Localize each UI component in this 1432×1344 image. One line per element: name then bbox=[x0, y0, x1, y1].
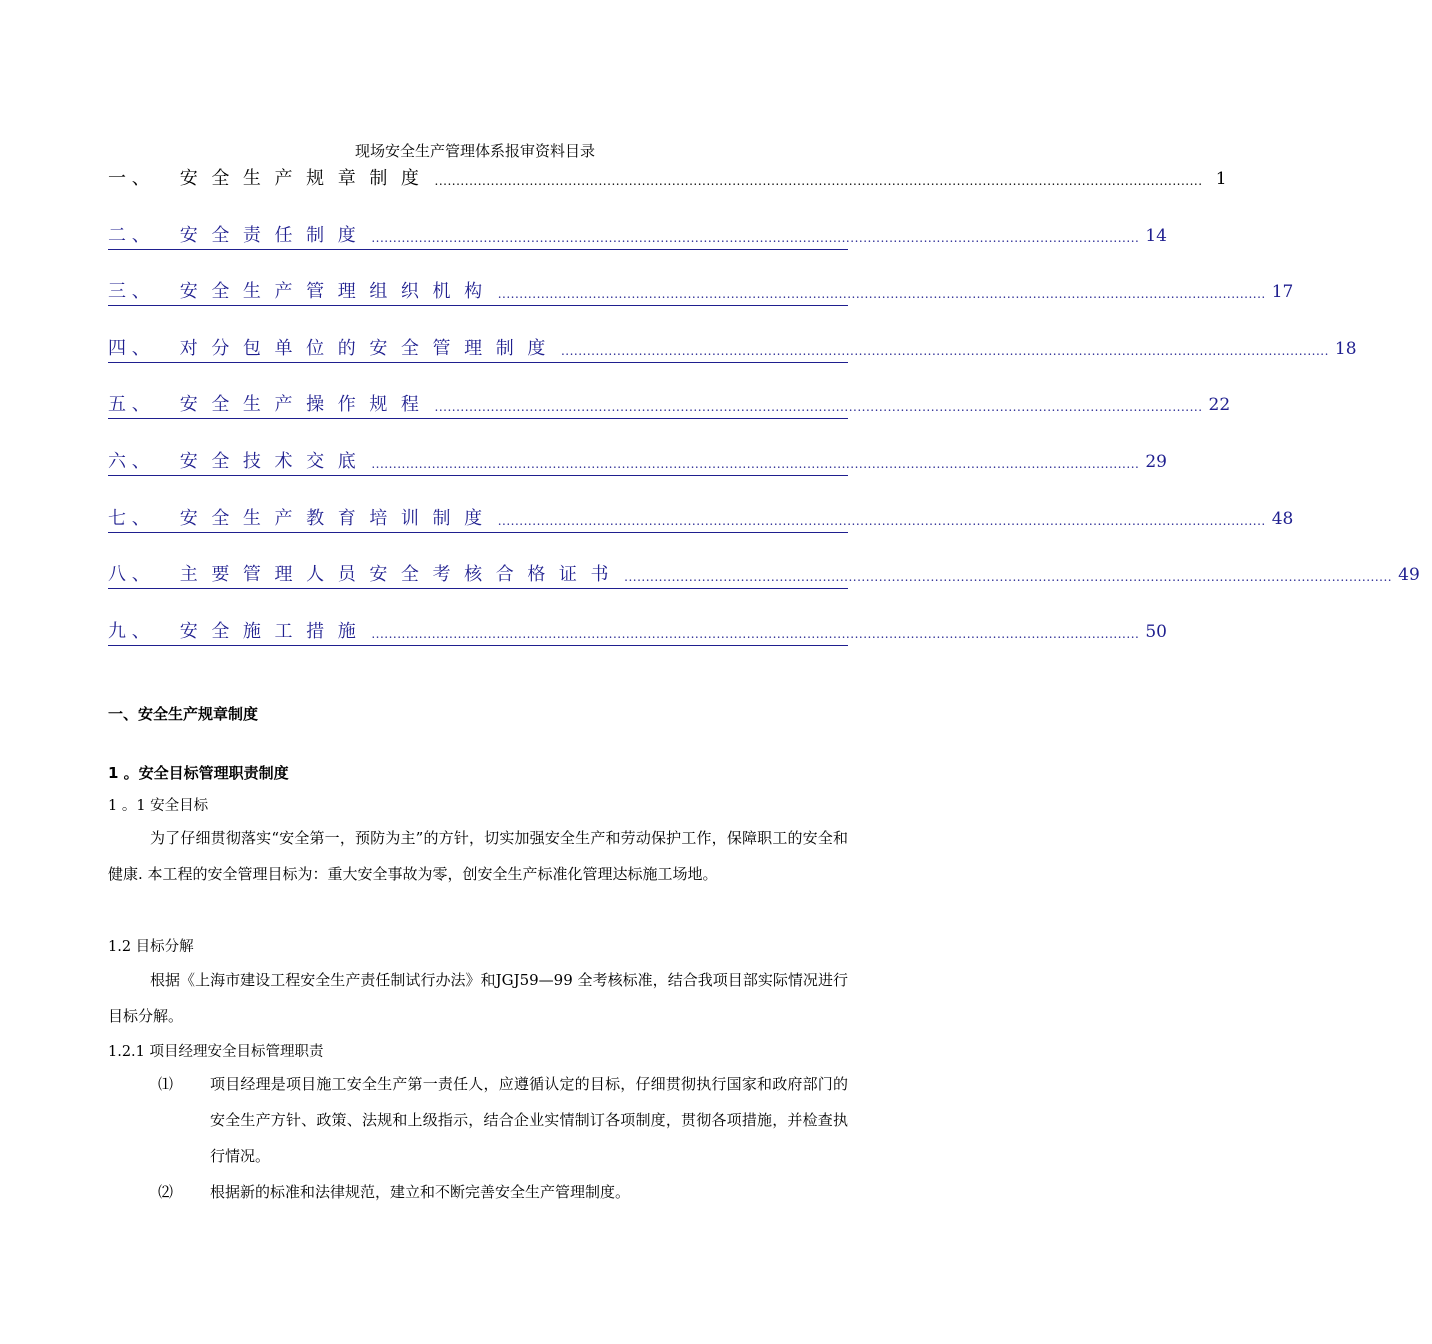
subsection-title: 1 。1 安全目标 bbox=[108, 798, 209, 814]
toc-entry-page: 29 bbox=[1145, 451, 1167, 472]
toc-entry-number: 九 、 bbox=[108, 620, 150, 642]
toc-entry-number: 六 、 bbox=[108, 450, 150, 472]
toc-entry[interactable] bbox=[108, 556, 1420, 613]
toc-entry[interactable] bbox=[108, 443, 1167, 500]
document-title: 现场安全生产管理体系报审资料目录 bbox=[354, 142, 595, 160]
toc-entry-page: 49 bbox=[1398, 565, 1420, 586]
subsection-1-2-1 bbox=[108, 1040, 848, 1064]
toc-entry[interactable] bbox=[108, 330, 1357, 387]
toc-entry-number: 八 、 bbox=[108, 564, 150, 586]
toc-entry-label: 安全生产教育培训制度 bbox=[179, 507, 496, 529]
paragraph-text: 根据《上海市建设工程安全生产责任制试行办法》和JGJ59—99 全考核标准，结合我项目部实际情况进行目标分解。 bbox=[108, 971, 848, 1025]
toc-entry-label: 对分包单位的安全管理制度 bbox=[179, 337, 559, 359]
toc-entry[interactable] bbox=[108, 386, 1231, 443]
toc-entry-label: 安全施工措施 bbox=[179, 620, 370, 642]
toc-entry-page: 1 bbox=[1215, 169, 1227, 189]
toc-leader-dots: .................................................................................................................................................................................. bbox=[497, 513, 1266, 528]
paragraph-2 bbox=[108, 962, 848, 1034]
toc-entry-label: 安全生产操作规程 bbox=[179, 394, 433, 416]
list-item-text: 根据新的标准和法律规范，建立和不断完善安全生产管理制度。 bbox=[210, 1183, 631, 1201]
toc-entry-label: 安全技术交底 bbox=[179, 450, 370, 472]
toc-entry-label: 安全责任制度 bbox=[179, 224, 370, 246]
toc-entry[interactable] bbox=[108, 217, 1167, 274]
toc-entry[interactable] bbox=[108, 500, 1294, 557]
subsection-title: 1.2 目标分解 bbox=[108, 939, 194, 955]
toc-entry[interactable] bbox=[108, 273, 1294, 330]
subsection-title: 1.2.1 项目经理安全目标管理职责 bbox=[108, 1044, 324, 1060]
toc-leader-dots: .................................................................................................................................................................................. bbox=[560, 343, 1329, 358]
toc-entry-label: 主要管理人员安全考核合格证书 bbox=[179, 564, 623, 586]
toc-entry-number: 二 、 bbox=[108, 224, 150, 246]
toc-entry-number: 五 、 bbox=[108, 394, 150, 416]
toc-leader-dots: .................................................................................................................................................................................. bbox=[434, 174, 1203, 188]
list-item-number: ⑵ bbox=[158, 1183, 174, 1201]
toc-leader-dots: .................................................................................................................................................................................. bbox=[434, 400, 1203, 415]
toc-leader-dots: .................................................................................................................................................................................. bbox=[624, 570, 1393, 585]
toc-entry-number: 四 、 bbox=[108, 337, 150, 359]
toc-entry-page: 18 bbox=[1334, 338, 1357, 359]
list-item bbox=[158, 1174, 848, 1210]
paragraph-text: 为了仔细贯彻落实“安全第一，预防为主”的方针，切实加强安全生产和劳动保护工作，保障职工的安全和健康. 本工程的安全管理目标为：重大安全事故为零，创安全生产标准化管理达标施工场地。 bbox=[108, 829, 848, 883]
toc-entry-page: 48 bbox=[1271, 508, 1294, 529]
toc-leader-dots: .................................................................................................................................................................................. bbox=[371, 456, 1140, 471]
toc-entry-page: 22 bbox=[1208, 395, 1231, 416]
list-item-number: ⑴ bbox=[158, 1075, 174, 1093]
sub-heading-text: 1 。安全目标管理职责制度 bbox=[108, 764, 289, 782]
toc-entry-page: 17 bbox=[1271, 282, 1294, 303]
toc-leader-dots: .................................................................................................................................................................................. bbox=[371, 626, 1140, 641]
section-heading bbox=[108, 702, 848, 726]
toc-leader-dots: .................................................................................................................................................................................. bbox=[371, 230, 1140, 245]
paragraph-1 bbox=[108, 820, 848, 892]
toc-entry-page: 50 bbox=[1145, 621, 1167, 642]
list-item-text: 项目经理是项目施工安全生产第一责任人，应遵循认定的目标，仔细贯彻执行国家和政府部门的安全生产方针、政策、法规和上级指示，结合企业实情制订各项制度，贯彻各项措施，并检查执行情况。 bbox=[210, 1075, 848, 1165]
toc-entry-label: 安全生产管理组织机构 bbox=[179, 281, 496, 303]
sub-heading bbox=[108, 761, 848, 785]
subsection-1-2 bbox=[108, 935, 848, 959]
list-item bbox=[158, 1066, 848, 1174]
toc-entry-page: 14 bbox=[1145, 225, 1167, 246]
section-heading-text: 一、安全生产规章制度 bbox=[108, 705, 259, 723]
toc-entry-number: 一 、 bbox=[108, 168, 150, 189]
table-of-contents bbox=[108, 160, 1420, 669]
toc-entry-number: 三 、 bbox=[108, 281, 150, 303]
toc-leader-dots: .................................................................................................................................................................................. bbox=[497, 287, 1266, 302]
toc-entry[interactable] bbox=[108, 160, 1227, 217]
toc-entry-number: 七 、 bbox=[108, 507, 150, 529]
toc-entry[interactable] bbox=[108, 613, 1167, 670]
subsection-1-1 bbox=[108, 794, 848, 818]
toc-entry-label: 安全生产规章制度 bbox=[179, 168, 433, 189]
